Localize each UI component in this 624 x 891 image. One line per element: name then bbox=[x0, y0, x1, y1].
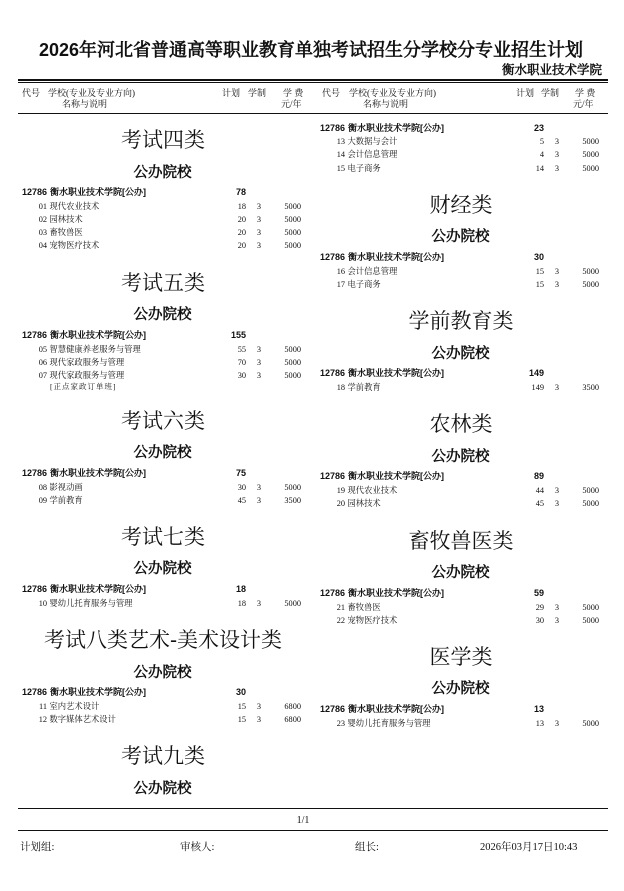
category-heading: 考试五类 bbox=[121, 270, 205, 295]
major-row bbox=[0, 715, 300, 725]
major-code: 12 bbox=[38, 715, 47, 725]
school-row bbox=[298, 704, 598, 715]
major-duration: 3 bbox=[256, 715, 262, 725]
header-duration: 学制 bbox=[541, 87, 560, 98]
category-heading: 学前教育类 bbox=[408, 309, 514, 333]
school-plan-total: 18 bbox=[235, 584, 246, 594]
school-row bbox=[0, 687, 300, 698]
school-plan-total: 23 bbox=[533, 122, 544, 133]
school-code: 12786 bbox=[22, 687, 48, 698]
footer-rule bbox=[18, 830, 608, 832]
major-code: 19 bbox=[336, 486, 345, 496]
major-plan: 70 bbox=[237, 357, 246, 367]
major-fee: 5000 bbox=[582, 279, 599, 289]
category-heading-row bbox=[0, 525, 300, 549]
major-code: 05 bbox=[38, 344, 47, 354]
major-note: [正点家政订单班] bbox=[50, 382, 117, 391]
school-code: 12786 bbox=[320, 704, 346, 714]
school-code: 12786 bbox=[320, 471, 346, 482]
major-duration: 3 bbox=[554, 615, 560, 625]
school-type-label: 公办院校 bbox=[133, 664, 192, 681]
school-type-label: 公办院校 bbox=[133, 307, 192, 323]
school-plan-total: 13 bbox=[533, 704, 544, 714]
school-name: 衡水职业技术学院[公办] bbox=[348, 368, 444, 379]
major-name: 数字媒体艺术设计 bbox=[49, 715, 116, 725]
category-heading: 考试七类 bbox=[121, 524, 205, 549]
major-fee: 5000 bbox=[582, 150, 599, 160]
category-heading-row bbox=[298, 645, 598, 669]
school-type-row bbox=[0, 444, 300, 462]
school-name: 衡水职业技术学院[公办] bbox=[348, 587, 444, 598]
school-name: 衡水职业技术学院[公办] bbox=[50, 584, 146, 594]
school-type-label: 公办院校 bbox=[431, 565, 490, 581]
institution-name: 衡水职业技术学院 bbox=[501, 63, 602, 77]
school-type-row bbox=[298, 228, 598, 246]
major-fee: 5000 bbox=[284, 357, 301, 367]
major-plan: 5 bbox=[539, 137, 544, 147]
school-type-row bbox=[298, 345, 598, 363]
major-duration: 3 bbox=[256, 241, 262, 251]
category-heading: 考试九类 bbox=[121, 744, 205, 769]
major-code: 03 bbox=[38, 228, 47, 238]
major-plan: 15 bbox=[535, 266, 544, 276]
school-plan-total: 78 bbox=[235, 187, 246, 198]
major-plan: 18 bbox=[237, 202, 246, 211]
major-code: 23 bbox=[336, 718, 345, 728]
school-type-row bbox=[298, 448, 598, 466]
school-type-label: 公办院校 bbox=[431, 229, 490, 246]
school-name: 衡水职业技术学院[公办] bbox=[348, 471, 444, 482]
header-duration: 学制 bbox=[248, 87, 267, 98]
header-plan: 计划 bbox=[516, 87, 535, 98]
major-duration: 3 bbox=[554, 499, 560, 509]
school-code: 12786 bbox=[320, 251, 346, 262]
major-name: 现代家政服务与管理 bbox=[49, 357, 125, 367]
major-plan: 4 bbox=[539, 150, 544, 160]
school-type-row bbox=[298, 680, 598, 698]
major-fee: 5000 bbox=[582, 266, 599, 276]
school-code: 12786 bbox=[320, 122, 346, 133]
major-name: 婴幼儿托育服务与管理 bbox=[49, 598, 133, 608]
category-heading-row bbox=[298, 412, 598, 436]
school-row bbox=[0, 584, 300, 595]
major-duration: 3 bbox=[554, 602, 560, 612]
major-plan: 55 bbox=[237, 344, 246, 354]
header-plan: 计划 bbox=[222, 87, 241, 98]
major-plan: 30 bbox=[535, 615, 544, 625]
major-plan: 15 bbox=[237, 715, 246, 725]
major-fee: 5000 bbox=[582, 615, 599, 625]
major-row bbox=[298, 603, 598, 613]
school-row bbox=[298, 123, 598, 134]
major-duration: 3 bbox=[256, 598, 262, 608]
major-duration: 3 bbox=[554, 137, 560, 147]
major-plan: 149 bbox=[531, 383, 544, 392]
major-code: 22 bbox=[336, 615, 345, 625]
major-name: 现代家政服务与管理 bbox=[49, 370, 125, 380]
major-code: 11 bbox=[39, 702, 47, 711]
school-type-label: 公办院校 bbox=[431, 448, 490, 465]
footer-timestamp: 2026年03月17日10:43 bbox=[480, 842, 578, 853]
school-row bbox=[298, 588, 598, 599]
major-duration: 3 bbox=[554, 163, 560, 173]
major-code: 10 bbox=[38, 598, 47, 608]
header-school: 学校(专业及专业方向) bbox=[349, 87, 436, 98]
school-plan-total: 59 bbox=[533, 587, 544, 598]
school-code: 12786 bbox=[320, 368, 346, 379]
school-code: 12786 bbox=[22, 187, 48, 198]
major-name: 学前教育 bbox=[49, 495, 83, 505]
major-duration: 3 bbox=[554, 266, 560, 276]
major-code: 01 bbox=[38, 202, 47, 211]
school-type-row bbox=[298, 564, 598, 582]
major-row bbox=[0, 483, 300, 493]
major-name: 电子商务 bbox=[347, 279, 381, 289]
major-plan: 20 bbox=[237, 215, 246, 225]
major-code: 14 bbox=[336, 150, 345, 160]
major-plan: 44 bbox=[535, 486, 544, 496]
school-type-label: 公办院校 bbox=[133, 780, 192, 797]
school-type-label: 公办院校 bbox=[133, 164, 192, 181]
category-heading-row bbox=[0, 128, 300, 152]
major-row bbox=[298, 486, 598, 496]
school-code: 12786 bbox=[22, 584, 48, 594]
major-duration: 3 bbox=[554, 279, 560, 289]
school-type-label: 公办院校 bbox=[431, 681, 490, 698]
major-name: 会计信息管理 bbox=[347, 150, 398, 160]
header-code: 代号 bbox=[22, 87, 41, 98]
major-fee: 5000 bbox=[582, 499, 599, 509]
major-code: 16 bbox=[336, 266, 345, 276]
category-heading-row bbox=[0, 409, 300, 433]
header-code: 代号 bbox=[322, 87, 341, 98]
school-name: 衡水职业技术学院[公办] bbox=[348, 251, 444, 262]
school-row bbox=[298, 252, 598, 263]
table-header-right bbox=[298, 0, 598, 120]
school-plan-total: 89 bbox=[533, 471, 544, 482]
major-name: 现代农业技术 bbox=[49, 202, 100, 211]
major-name: 智慧健康养老服务与管理 bbox=[49, 344, 141, 354]
major-plan: 15 bbox=[237, 702, 246, 711]
major-row bbox=[0, 202, 300, 212]
school-type-row bbox=[0, 664, 300, 682]
school-name: 衡水职业技术学院[公办] bbox=[50, 467, 146, 478]
school-row bbox=[0, 187, 300, 198]
major-fee: 3500 bbox=[582, 383, 599, 392]
category-heading-row bbox=[298, 309, 598, 333]
header-fee: 学 费 bbox=[283, 87, 304, 98]
major-plan: 30 bbox=[237, 370, 246, 380]
major-note-row bbox=[0, 382, 300, 391]
major-code: 18 bbox=[336, 383, 345, 392]
major-fee: 5000 bbox=[284, 370, 301, 380]
category-heading: 考试四类 bbox=[121, 128, 205, 152]
major-name: 学前教育 bbox=[347, 383, 381, 392]
major-plan: 20 bbox=[237, 241, 246, 251]
major-duration: 3 bbox=[554, 486, 560, 496]
school-name: 衡水职业技术学院[公办] bbox=[348, 122, 444, 133]
page-number: 1/1 bbox=[296, 815, 310, 826]
category-heading: 考试八类艺术-美术设计类 bbox=[43, 628, 283, 652]
major-duration: 3 bbox=[256, 702, 262, 711]
major-row bbox=[298, 719, 598, 729]
major-row bbox=[298, 150, 598, 160]
category-heading-row bbox=[0, 628, 300, 652]
major-name: 园林技术 bbox=[49, 215, 83, 225]
header-description: 名称与说明 bbox=[62, 98, 108, 109]
major-name: 园林技术 bbox=[347, 499, 381, 509]
major-name: 影视动画 bbox=[49, 482, 83, 492]
category-heading-row bbox=[0, 271, 300, 295]
footer-planning-group: 计划组: bbox=[20, 842, 55, 853]
major-code: 13 bbox=[336, 137, 345, 147]
school-type-row bbox=[0, 164, 300, 182]
major-name: 婴幼儿托育服务与管理 bbox=[347, 718, 431, 728]
major-name: 会计信息管理 bbox=[347, 266, 398, 276]
school-plan-total: 30 bbox=[533, 251, 544, 262]
major-plan: 30 bbox=[237, 482, 246, 492]
major-plan: 15 bbox=[535, 279, 544, 289]
major-plan: 14 bbox=[535, 163, 544, 173]
school-type-label: 公办院校 bbox=[133, 445, 192, 461]
major-plan: 45 bbox=[237, 495, 246, 505]
school-type-row bbox=[0, 560, 300, 578]
footer-leader: 组长: bbox=[355, 842, 379, 853]
major-code: 21 bbox=[336, 602, 345, 612]
school-name: 衡水职业技术学院[公办] bbox=[348, 704, 444, 714]
major-row bbox=[298, 137, 598, 147]
major-code: 08 bbox=[38, 482, 47, 492]
major-duration: 3 bbox=[554, 718, 560, 728]
major-name: 宠物医疗技术 bbox=[347, 615, 398, 625]
major-fee: 5000 bbox=[582, 602, 599, 612]
category-heading: 财经类 bbox=[429, 192, 493, 217]
school-name: 衡水职业技术学院[公办] bbox=[50, 329, 146, 340]
major-plan: 18 bbox=[237, 598, 246, 608]
category-heading-row bbox=[0, 744, 300, 768]
major-fee: 5000 bbox=[284, 215, 301, 225]
major-plan: 20 bbox=[237, 228, 246, 238]
major-plan: 13 bbox=[535, 718, 544, 728]
school-type-label: 公办院校 bbox=[133, 561, 192, 578]
school-row bbox=[0, 330, 300, 341]
major-fee: 5000 bbox=[284, 598, 301, 608]
major-row bbox=[0, 215, 300, 225]
major-fee: 5000 bbox=[284, 228, 301, 238]
major-fee: 6800 bbox=[284, 715, 301, 725]
school-code: 12786 bbox=[22, 329, 48, 340]
school-name: 衡水职业技术学院[公办] bbox=[50, 187, 146, 198]
major-row bbox=[0, 358, 300, 368]
major-name: 现代农业技术 bbox=[347, 486, 398, 496]
school-row bbox=[298, 368, 598, 379]
major-row bbox=[298, 164, 598, 174]
major-duration: 3 bbox=[256, 482, 262, 492]
major-code: 20 bbox=[336, 499, 345, 509]
major-code: 02 bbox=[38, 215, 47, 225]
major-fee: 5000 bbox=[284, 241, 301, 251]
major-plan: 29 bbox=[535, 602, 544, 612]
header-description: 名称与说明 bbox=[363, 98, 409, 109]
school-plan-total: 149 bbox=[528, 368, 544, 379]
major-row bbox=[298, 267, 598, 277]
category-heading: 考试六类 bbox=[121, 408, 205, 433]
school-name: 衡水职业技术学院[公办] bbox=[50, 687, 146, 698]
header-rule bbox=[18, 113, 608, 114]
header-fee-unit: 元/年 bbox=[281, 98, 302, 109]
major-row bbox=[0, 599, 300, 609]
major-code: 09 bbox=[38, 495, 47, 505]
major-duration: 3 bbox=[256, 344, 262, 354]
category-heading-row bbox=[298, 529, 598, 553]
major-row bbox=[0, 241, 300, 251]
major-fee: 5000 bbox=[582, 486, 599, 496]
major-row bbox=[0, 702, 300, 712]
page-title: 2026年河北省普通高等职业教育单独考试招生分学校分专业招生计划 bbox=[38, 40, 584, 60]
category-heading: 农林类 bbox=[429, 412, 493, 437]
major-name: 电子商务 bbox=[347, 163, 381, 173]
major-fee: 5000 bbox=[284, 202, 301, 211]
major-duration: 3 bbox=[554, 150, 560, 160]
major-fee: 5000 bbox=[284, 482, 301, 492]
major-code: 17 bbox=[336, 279, 345, 289]
major-duration: 3 bbox=[256, 370, 262, 380]
school-row bbox=[0, 468, 300, 479]
major-row bbox=[0, 371, 300, 381]
major-row bbox=[0, 345, 300, 355]
table-header-left bbox=[0, 0, 304, 120]
major-row bbox=[0, 496, 300, 506]
school-type-row bbox=[0, 780, 300, 798]
major-plan: 45 bbox=[535, 499, 544, 509]
major-fee: 3500 bbox=[284, 495, 301, 505]
major-duration: 3 bbox=[256, 495, 262, 505]
school-plan-total: 155 bbox=[230, 329, 246, 340]
major-duration: 3 bbox=[256, 215, 262, 225]
major-duration: 3 bbox=[256, 202, 262, 211]
header-school: 学校(专业及专业方向) bbox=[48, 87, 135, 98]
bottom-rule bbox=[18, 808, 608, 809]
category-heading: 医学类 bbox=[429, 644, 493, 669]
major-name: 宠物医疗技术 bbox=[49, 241, 100, 251]
major-duration: 3 bbox=[554, 383, 560, 392]
major-row bbox=[0, 228, 300, 238]
major-fee: 5000 bbox=[582, 163, 599, 173]
major-row bbox=[298, 383, 598, 393]
school-code: 12786 bbox=[320, 587, 346, 598]
major-row bbox=[298, 499, 598, 509]
major-fee: 6800 bbox=[284, 702, 301, 711]
school-plan-total: 30 bbox=[235, 687, 246, 698]
major-row bbox=[298, 280, 598, 290]
major-duration: 3 bbox=[256, 357, 262, 367]
header-fee-unit: 元/年 bbox=[573, 98, 594, 109]
school-code: 12786 bbox=[22, 467, 48, 478]
header-fee: 学 费 bbox=[575, 87, 596, 98]
major-code: 07 bbox=[38, 370, 47, 380]
major-name: 畜牧兽医 bbox=[49, 228, 83, 238]
school-plan-total: 75 bbox=[235, 467, 246, 478]
major-code: 15 bbox=[336, 163, 345, 173]
major-duration: 3 bbox=[256, 228, 262, 238]
footer-reviewer: 审核人: bbox=[180, 842, 215, 853]
major-name: 畜牧兽医 bbox=[347, 602, 381, 612]
school-type-label: 公办院校 bbox=[431, 345, 490, 362]
major-fee: 5000 bbox=[582, 137, 599, 147]
category-heading: 畜牧兽医类 bbox=[408, 528, 514, 553]
school-row bbox=[298, 471, 598, 482]
major-name: 室内艺术设计 bbox=[49, 702, 100, 711]
major-fee: 5000 bbox=[582, 718, 599, 728]
school-type-row bbox=[0, 306, 300, 324]
major-row bbox=[298, 616, 598, 626]
major-code: 06 bbox=[38, 357, 47, 367]
major-fee: 5000 bbox=[284, 344, 301, 354]
major-code: 04 bbox=[38, 241, 47, 251]
major-name: 大数据与会计 bbox=[347, 137, 398, 147]
category-heading-row bbox=[298, 193, 598, 217]
